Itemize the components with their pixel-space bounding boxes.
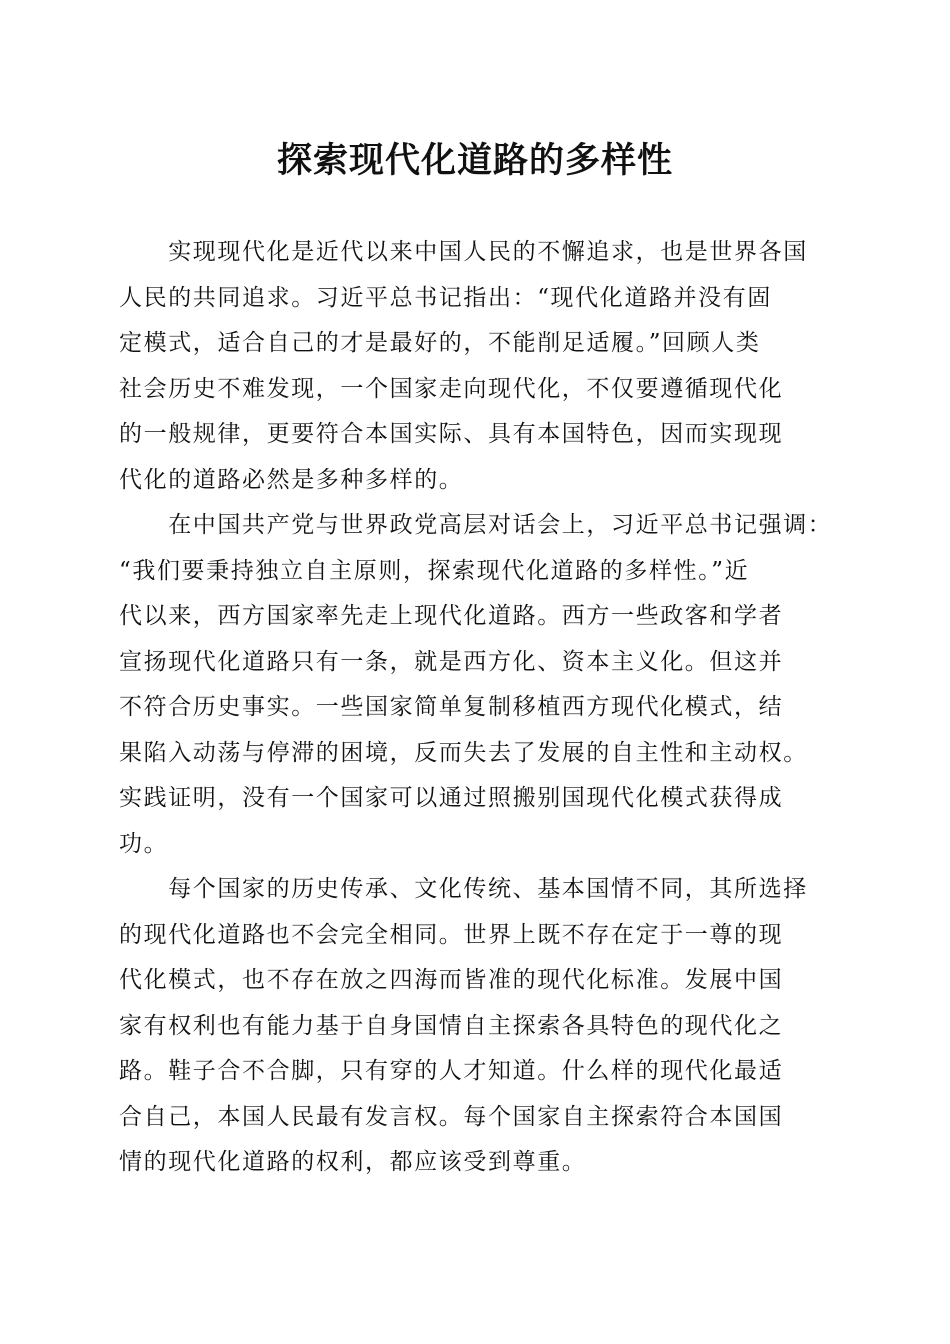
text-line: 合自己，本国人民最有发言权。每个国家自主探索符合本国国 xyxy=(119,1103,784,1130)
article-body xyxy=(119,230,833,1186)
text-line: 宣扬现代化道路只有一条，就是西方化、资本主义化。但这并 xyxy=(119,648,784,675)
text-line: “我们要秉持独立自主原则，探索现代化道路的多样性。”近 xyxy=(119,557,750,584)
text-line: 代化的道路必然是多种多样的。 xyxy=(119,466,464,493)
text-line: 代以来，西方国家率先走上现代化道路。西方一些政客和学者 xyxy=(119,603,784,629)
text-line: 路。鞋子合不合脚，只有穿的人才知道。什么样的现代化最适 xyxy=(119,1058,784,1084)
text-line: 代化模式，也不存在放之四海而皆准的现代化标准。发展中国 xyxy=(119,967,784,993)
text-line: 实践证明，没有一个国家可以通过照搬别国现代化模式获得成 xyxy=(119,785,784,811)
text-line: 的现代化道路也不会完全相同。世界上既不存在定于一尊的现 xyxy=(119,921,784,948)
text-line: 每个国家的历史传承、文化传统、基本国情不同，其所选择 xyxy=(119,876,808,902)
text-line: 家有权利也有能力基于自身国情自主探索各具特色的现代化之 xyxy=(119,1012,784,1039)
text-line: 情的现代化道路的权利，都应该受到尊重。 xyxy=(119,1149,587,1175)
text-line: 不符合历史事实。一些国家简单复制移植西方现代化模式，结 xyxy=(119,694,784,720)
text-line: 定模式，适合自己的才是最好的，不能削足适履。”回顾人类 xyxy=(119,330,761,356)
page-title: 探索现代化道路的多样性 xyxy=(276,140,673,181)
text-line: 果陷入动荡与停滞的困境，反而失去了发展的自主性和主动权。 xyxy=(119,739,808,766)
text-line: 的一般规律，更要符合本国实际、具有本国特色，因而实现现 xyxy=(119,421,784,447)
text-line: 社会历史不难发现，一个国家走向现代化，不仅要遵循现代化 xyxy=(119,375,784,402)
text-line: 在中国共产党与世界政党高层对话会上，习近平总书记强调： xyxy=(119,512,833,538)
text-line: 实现现代化是近代以来中国人民的不懈追求，也是世界各国 xyxy=(119,239,808,265)
text-line: 人民的共同追求。习近平总书记指出：“现代化道路并没有固 xyxy=(119,284,772,311)
text-line: 功。 xyxy=(119,830,169,857)
